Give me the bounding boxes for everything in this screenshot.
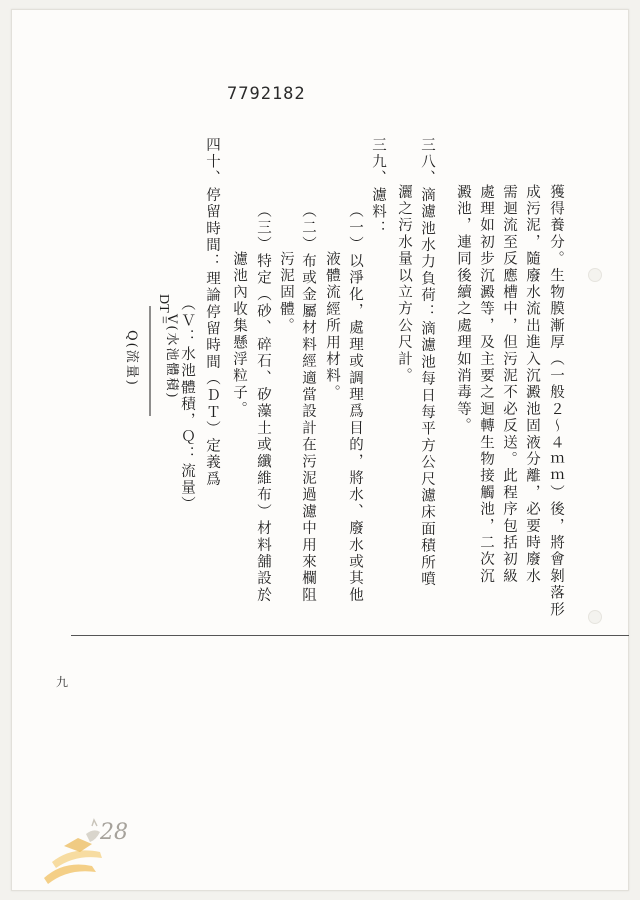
text-line: 四十、停留時間：理論停留時間（ＤＴ）定義爲 [204, 137, 220, 488]
text-column [475, 184, 497, 585]
formula-denominator: Q(流量) [124, 330, 139, 387]
text-line: 成污泥，隨廢水流出進入沉澱池固液分離，必要時廢水 [524, 184, 540, 585]
text-column [297, 203, 319, 604]
text-line: （一）以淨化，處理或調理爲目的，將水、廢水或其他 [347, 203, 363, 604]
formula-lhs: DT = [156, 294, 171, 324]
punch-hole [588, 268, 602, 282]
text-line: （Ｖ：水池體積，Ｑ：流量） [179, 296, 195, 514]
text-line: 處理如初步沉澱等，及主要之迴轉生物接觸池，二次沉 [478, 184, 494, 585]
text-column [344, 203, 366, 604]
text-column [321, 251, 343, 401]
text-column [498, 184, 520, 585]
text-column [393, 184, 415, 384]
text-column [252, 203, 274, 604]
formula-numerator: V(水池體積) [164, 314, 179, 400]
text-column [545, 184, 567, 618]
punch-hole [588, 610, 602, 624]
dt-formula [72, 288, 192, 418]
text-line: （三）特定（砂、碎石、矽藻土或纖維布）材料舖設於 [255, 203, 271, 604]
text-line: 液體流經所用材料。 [324, 251, 340, 402]
text-line: 灑之污水量以立方公尺計。 [396, 184, 412, 385]
text-column [416, 137, 438, 588]
document-number: 7792182 [227, 84, 306, 104]
text-column [367, 137, 389, 237]
text-line: 濾池內收集懸浮粒子。 [231, 251, 247, 418]
handwritten-mark: 28 [100, 820, 128, 845]
page-number: 九 [56, 675, 69, 689]
text-line: 需迴流至反應槽中，但污泥不必反送。此程序包括初級 [501, 184, 517, 585]
text-line: 三九、濾料： [370, 137, 386, 238]
text-line: 獲得養分。生物膜漸厚（一般２～４ｍｍ）後，將會剝落形 [548, 184, 564, 619]
text-line: （二）布或金屬材料經適當設計在污泥過濾中用來欄阻 [300, 203, 316, 604]
text-column [201, 137, 223, 488]
library-logo-icon [34, 816, 124, 890]
document-page [11, 9, 629, 891]
text-column [452, 184, 474, 435]
text-line: 三八、滴濾池水力負荷：滴濾池每日每平方公尺濾床面積所噴 [419, 137, 435, 588]
page-divider [71, 635, 629, 636]
text-column [275, 251, 297, 335]
text-column [228, 251, 250, 418]
text-line: 污泥固體。 [278, 251, 294, 335]
text-line: 澱池，連同後續之處理如消毒等。 [455, 184, 471, 435]
text-column [521, 184, 543, 585]
